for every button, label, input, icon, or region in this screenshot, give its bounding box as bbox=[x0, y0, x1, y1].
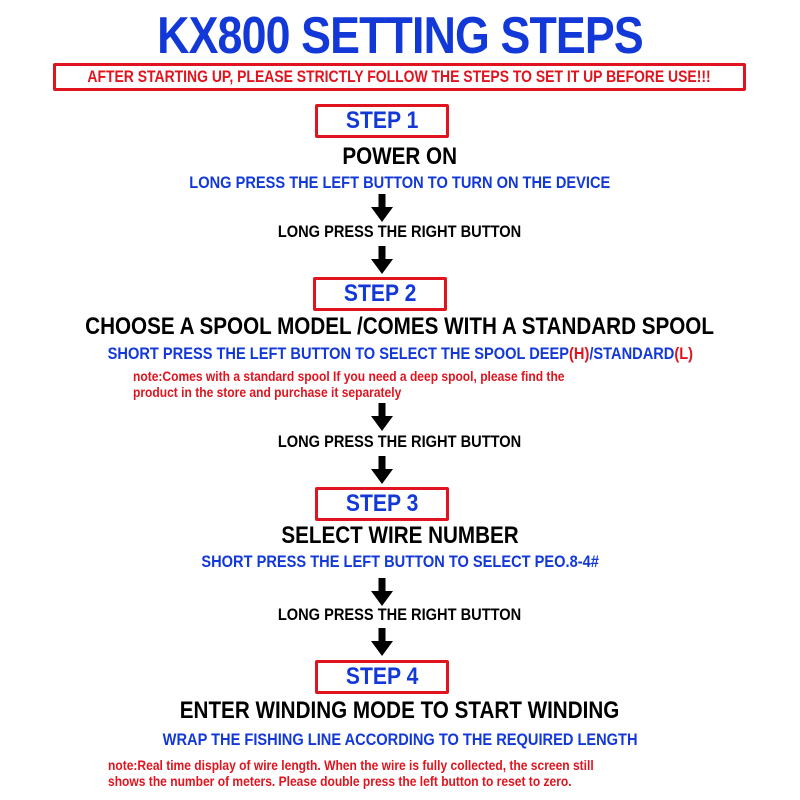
step-1-label: STEP 1 bbox=[345, 107, 419, 134]
warning-text: AFTER STARTING UP, PLEASE STRICTLY FOLLOW THE STEPS TO SET IT UP BEFORE USE!!! bbox=[87, 67, 712, 86]
step-3-instruction: SHORT PRESS THE LEFT BUTTON TO SELECT PEO.8-4# bbox=[201, 552, 599, 571]
step-2-instruction-part2: /STANDARD bbox=[588, 344, 675, 363]
transition-2-row bbox=[0, 432, 800, 452]
step-2-heading-row bbox=[0, 313, 800, 341]
step-4-label: STEP 4 bbox=[345, 663, 419, 690]
step-3-heading: SELECT WIRE NUMBER bbox=[281, 522, 519, 549]
step-2-heading: CHOOSE A SPOOL MODEL /COMES WITH A STANDARD SPOOL bbox=[85, 313, 715, 340]
step-3-heading-row bbox=[0, 522, 800, 550]
step-2-instruction bbox=[107, 344, 692, 364]
down-arrow-icon bbox=[370, 628, 394, 656]
down-arrow-icon bbox=[370, 246, 394, 274]
step-4-heading-row bbox=[0, 697, 800, 725]
step-2-instruction-h: (H) bbox=[568, 344, 589, 363]
step-2-note-line-2: product in the store and purchase it separately bbox=[133, 384, 402, 400]
warning-banner bbox=[53, 63, 746, 91]
step-4-note-line-2: shows the number of meters. Please double press the left button to reset to zero. bbox=[108, 773, 572, 789]
step-4-note-line-1: note:Real time display of wire length. When the wire is fully collected, the screen still bbox=[108, 757, 594, 773]
step-1-badge bbox=[315, 104, 449, 138]
down-arrow-icon bbox=[370, 403, 394, 431]
down-arrow-icon bbox=[370, 578, 394, 606]
step-1-heading: POWER ON bbox=[342, 143, 458, 170]
transition-3-text: LONG PRESS THE RIGHT BUTTON bbox=[278, 605, 522, 624]
step-4-instruction: WRAP THE FISHING LINE ACCORDING TO THE REQUIRED LENGTH bbox=[162, 730, 638, 749]
step-2-instruction-l: (L) bbox=[674, 344, 693, 363]
down-arrow-icon bbox=[370, 194, 394, 222]
transition-3-row bbox=[0, 605, 800, 625]
step-2-instruction-part1: SHORT PRESS THE LEFT BUTTON TO SELECT THE SPOOL DEEP bbox=[107, 344, 569, 363]
step-2-instruction-row bbox=[0, 344, 800, 364]
step-1-instruction-row bbox=[0, 173, 800, 193]
step-4-badge bbox=[315, 660, 449, 694]
step-4-note bbox=[108, 757, 594, 789]
step-3-badge bbox=[315, 487, 449, 521]
step-2-note-line-1: note:Comes with a standard spool If you need a deep spool, please find the bbox=[133, 368, 565, 384]
step-2-note bbox=[133, 368, 565, 400]
step-1-heading-row bbox=[0, 143, 800, 171]
down-arrow-icon bbox=[370, 456, 394, 484]
step-4-instruction-row bbox=[0, 730, 800, 750]
transition-2-text: LONG PRESS THE RIGHT BUTTON bbox=[278, 432, 522, 451]
step-2-label: STEP 2 bbox=[343, 280, 417, 307]
page-title: KX800 SETTING STEPS bbox=[157, 7, 643, 65]
step-2-badge bbox=[313, 277, 447, 311]
transition-1-text: LONG PRESS THE RIGHT BUTTON bbox=[278, 222, 522, 241]
step-1-instruction: LONG PRESS THE LEFT BUTTON TO TURN ON THE DEVICE bbox=[189, 173, 611, 192]
step-3-label: STEP 3 bbox=[345, 490, 419, 517]
step-4-heading: ENTER WINDING MODE TO START WINDING bbox=[180, 697, 620, 724]
step-3-instruction-row bbox=[0, 552, 800, 572]
transition-1-row bbox=[0, 222, 800, 242]
